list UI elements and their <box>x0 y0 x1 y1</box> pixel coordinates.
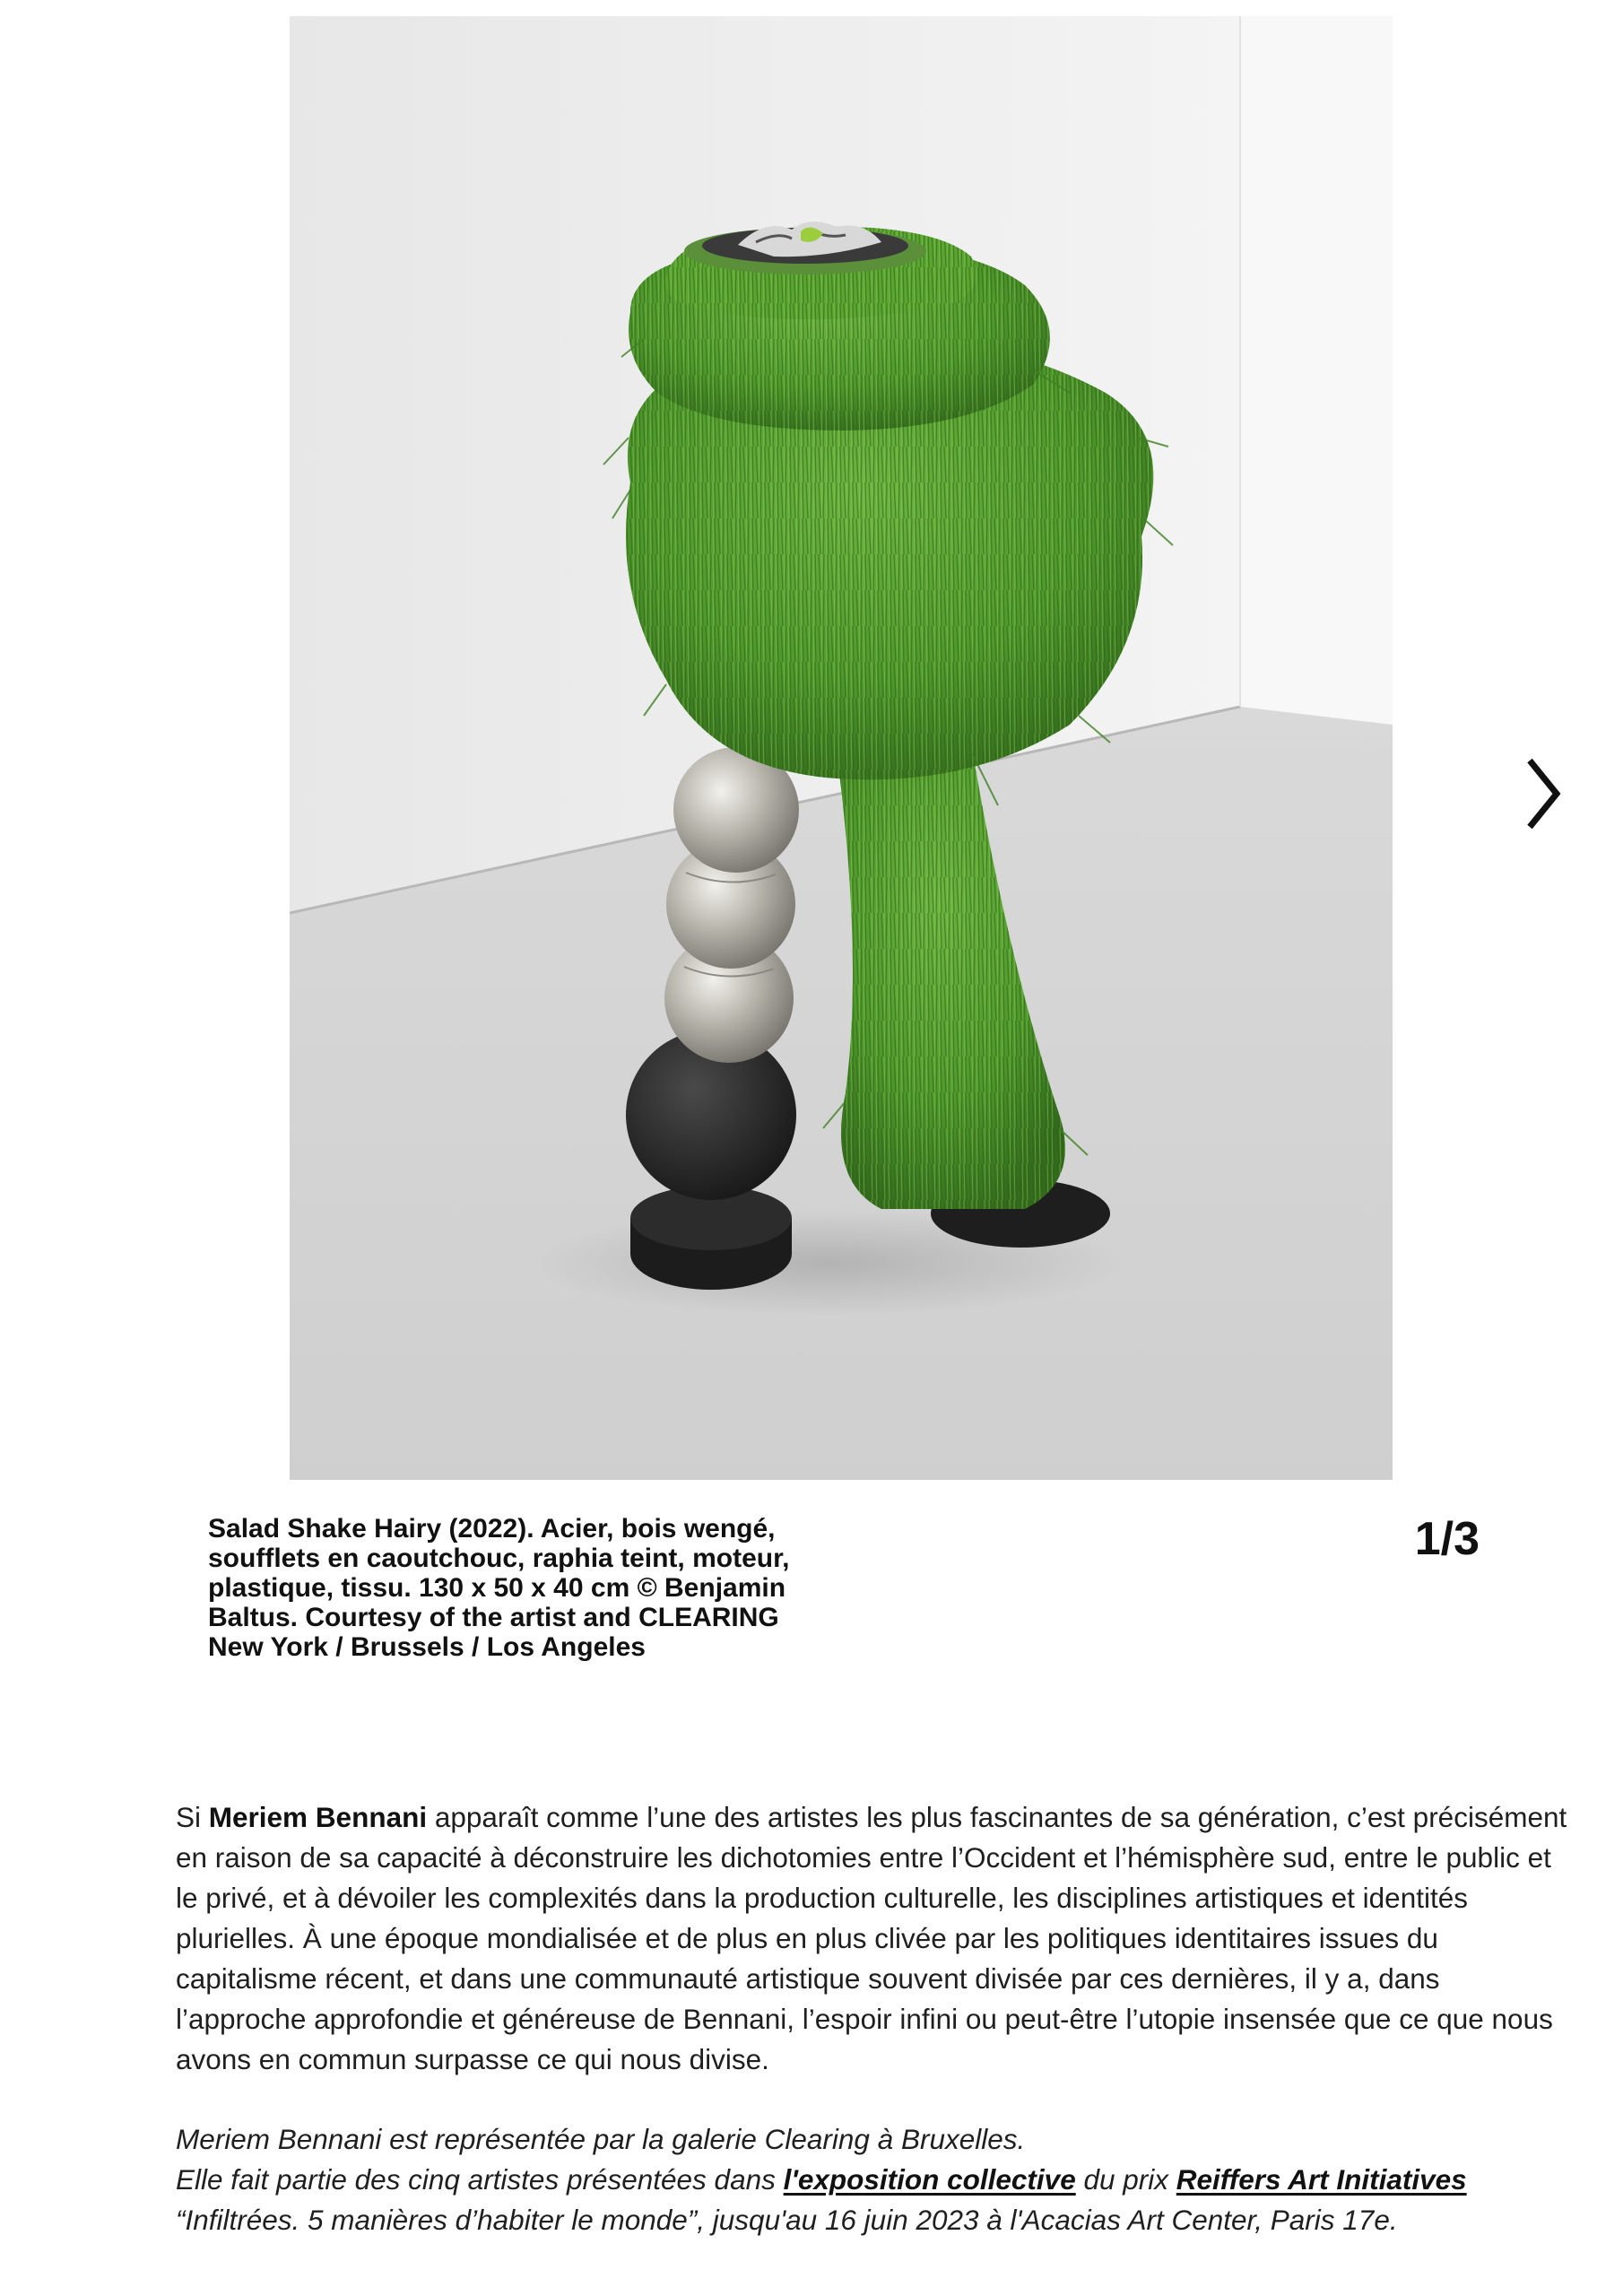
article-paragraph <box>176 1797 1575 2080</box>
paragraph-intro: Si <box>176 1801 209 1833</box>
image-caption: Salad Shake Hairy (2022). Acier, bois wengé, soufflets en caoutchouc, raphia teint, moteur, plastique, tissu. 130 x 50 x 40 cm © Benjamin Baltus. Courtesy of the artist and CLEARING New York / Brussels / Los Angeles <box>208 1514 790 1662</box>
chevron-right-icon <box>1515 753 1569 834</box>
sculpture-photo[interactable] <box>290 16 1393 1480</box>
article-body <box>176 1797 1575 2080</box>
note-text-b: du prix <box>1075 2163 1176 2196</box>
note-line-gallery: Meriem Bennani est représentée par la galerie Clearing à Bruxelles. <box>176 2123 1026 2155</box>
slide-counter: 1/3 <box>1414 1513 1480 1565</box>
artist-name: Meriem Bennani <box>208 1801 428 1833</box>
article-note <box>176 2119 1557 2240</box>
paragraph-rest: apparaît comme l’une des artistes les plus fascinantes de sa génération, c’est précisément en raison de sa capacité à déconstruire les dichotomies entre l’Occident et l’hémisphère sud, entre le public et le privé, et à dévoiler les complexités dans la production culturelle, les disciplines artistiques et identités plurielles. À une époque mondialisée et de plus en plus clivée par les politiques identitaires issues du capitalisme récent, et dans une communauté artistique souvent divisée par ces dernières, il y a, dans l’approche approfondie et généreuse de Bennani, l’espoir infini ou peut-être l’utopie insensée que ce que nous avons en commun surpasse ce qui nous divise. <box>176 1801 1567 2075</box>
exhibition-link[interactable]: l'exposition collective <box>783 2163 1076 2196</box>
note-line-exhibition <box>176 2160 1557 2240</box>
note-text-a: Elle fait partie des cinq artistes présentées dans <box>176 2163 784 2196</box>
next-slide-button[interactable] <box>1515 753 1569 834</box>
prize-link[interactable]: Reiffers Art Initiatives <box>1176 2163 1467 2196</box>
note-text-c: “Infiltrées. 5 manières d’habiter le monde”, jusqu'au 16 juin 2023 à l'Acacias Art Center, Paris 17e. <box>176 2204 1398 2236</box>
